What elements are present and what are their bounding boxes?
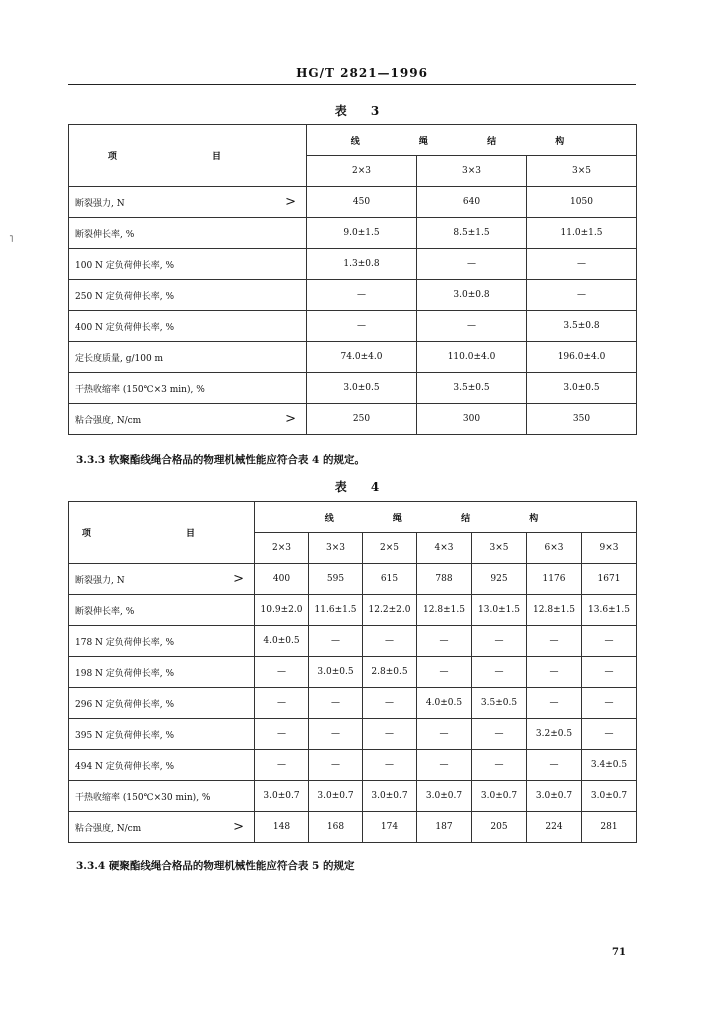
table-cell: 350 <box>527 404 637 435</box>
table-row <box>69 249 637 280</box>
standard-code-header: HG/T 2821—1996 <box>296 66 428 80</box>
table-cell: — <box>472 750 527 781</box>
table-cell: 9.0±1.5 <box>307 218 417 249</box>
table-cell: — <box>363 750 417 781</box>
table-cell: 925 <box>472 564 527 595</box>
row-label: 断裂强力, N > <box>69 187 307 218</box>
column-header: 2×3 <box>307 156 417 187</box>
table-cell: 1176 <box>527 564 582 595</box>
page-number: 71 <box>612 947 626 958</box>
table-cell: 250 <box>307 404 417 435</box>
table-cell: — <box>417 657 472 688</box>
row-label: 断裂伸长率, % <box>69 218 307 249</box>
table-cell: — <box>527 249 637 280</box>
table-cell: 400 <box>255 564 309 595</box>
table-cell: 615 <box>363 564 417 595</box>
table-row <box>69 781 637 812</box>
paragraph-3-3-3: 3.3.3 软聚酯线绳合格品的物理机械性能应符合表 4 的规定。 <box>76 454 366 466</box>
table-cell: 148 <box>255 812 309 843</box>
table-cell: — <box>582 719 637 750</box>
table-cell: 3.0±0.7 <box>527 781 582 812</box>
row-label: 395 N 定负荷伸长率, % <box>69 719 255 750</box>
table-cell: 224 <box>527 812 582 843</box>
table-cell: — <box>307 311 417 342</box>
table-cell: 1671 <box>582 564 637 595</box>
table-cell: — <box>417 750 472 781</box>
margin-mark: ˥ <box>9 235 14 245</box>
header-rule <box>68 84 636 85</box>
table-cell: 3.0±0.7 <box>582 781 637 812</box>
table-cell: 1.3±0.8 <box>307 249 417 280</box>
table-cell: — <box>255 750 309 781</box>
table-cell: — <box>417 626 472 657</box>
min-value-marker: > <box>285 411 296 427</box>
table-cell: — <box>417 249 527 280</box>
table3 <box>68 124 637 435</box>
table4-group-header: 线 绳 结 构 <box>255 502 637 533</box>
table-cell: — <box>582 626 637 657</box>
column-header: 9×3 <box>582 533 637 564</box>
table-cell: 205 <box>472 812 527 843</box>
table4-item-header: 项 目 <box>69 502 255 564</box>
row-label: 250 N 定负荷伸长率, % <box>69 280 307 311</box>
table-cell: — <box>472 657 527 688</box>
table-cell: — <box>527 280 637 311</box>
table-row <box>69 657 637 688</box>
table-cell: 595 <box>309 564 363 595</box>
column-header: 3×3 <box>417 156 527 187</box>
table-cell: — <box>472 626 527 657</box>
table-cell: 4.0±0.5 <box>255 626 309 657</box>
row-label: 100 N 定负荷伸长率, % <box>69 249 307 280</box>
table-cell: 13.6±1.5 <box>582 595 637 626</box>
table-cell: — <box>255 719 309 750</box>
row-label: 198 N 定负荷伸长率, % <box>69 657 255 688</box>
table-cell: 174 <box>363 812 417 843</box>
table-cell: 11.6±1.5 <box>309 595 363 626</box>
table-cell: — <box>307 280 417 311</box>
table-cell: 74.0±4.0 <box>307 342 417 373</box>
table3-caption: 表 3 <box>334 104 390 118</box>
table-cell: — <box>472 719 527 750</box>
row-label: 494 N 定负荷伸长率, % <box>69 750 255 781</box>
table-cell: 13.0±1.5 <box>472 595 527 626</box>
min-value-marker: > <box>233 819 244 835</box>
table-cell: 640 <box>417 187 527 218</box>
table-cell: — <box>527 688 582 719</box>
row-label: 干热收缩率 (150℃×30 min), % <box>69 781 255 812</box>
table-row <box>69 812 637 843</box>
table-cell: 4.0±0.5 <box>417 688 472 719</box>
table-cell: 3.5±0.8 <box>527 311 637 342</box>
table-cell: 8.5±1.5 <box>417 218 527 249</box>
table-cell: — <box>309 688 363 719</box>
table-cell: — <box>363 626 417 657</box>
row-label: 断裂伸长率, % <box>69 595 255 626</box>
table-cell: 12.8±1.5 <box>527 595 582 626</box>
column-header: 2×3 <box>255 533 309 564</box>
table-row <box>69 280 637 311</box>
row-label: 178 N 定负荷伸长率, % <box>69 626 255 657</box>
table-row <box>69 218 637 249</box>
table-row <box>69 311 637 342</box>
table-cell: 3.0±0.5 <box>307 373 417 404</box>
table-cell: 12.2±2.0 <box>363 595 417 626</box>
table-cell: — <box>309 750 363 781</box>
row-label: 400 N 定负荷伸长率, % <box>69 311 307 342</box>
table-cell: 11.0±1.5 <box>527 218 637 249</box>
row-label: 粘合强度, N/cm > <box>69 812 255 843</box>
paragraph-3-3-4: 3.3.4 硬聚酯线绳合格品的物理机械性能应符合表 5 的规定 <box>76 860 355 872</box>
table-cell: — <box>309 626 363 657</box>
table-cell: — <box>527 626 582 657</box>
table-cell: 3.0±0.7 <box>255 781 309 812</box>
column-header: 3×5 <box>472 533 527 564</box>
table-cell: 110.0±4.0 <box>417 342 527 373</box>
column-header: 3×5 <box>527 156 637 187</box>
table-cell: 196.0±4.0 <box>527 342 637 373</box>
table-cell: 3.5±0.5 <box>472 688 527 719</box>
table-cell: 3.5±0.5 <box>417 373 527 404</box>
row-label: 粘合强度, N/cm > <box>69 404 307 435</box>
table-cell: 3.0±0.8 <box>417 280 527 311</box>
table-cell: 3.0±0.7 <box>472 781 527 812</box>
column-header: 3×3 <box>309 533 363 564</box>
table-cell: 1050 <box>527 187 637 218</box>
table-row <box>69 688 637 719</box>
table-cell: 12.8±1.5 <box>417 595 472 626</box>
table-cell: — <box>582 688 637 719</box>
table-cell: 10.9±2.0 <box>255 595 309 626</box>
table-cell: 3.4±0.5 <box>582 750 637 781</box>
column-header: 2×5 <box>363 533 417 564</box>
table-row <box>69 595 637 626</box>
table-row <box>69 750 637 781</box>
table-cell: — <box>417 719 472 750</box>
table-cell: 281 <box>582 812 637 843</box>
row-label: 干热收缩率 (150℃×3 min), % <box>69 373 307 404</box>
table-cell: — <box>527 657 582 688</box>
table-cell: 187 <box>417 812 472 843</box>
table-row <box>69 373 637 404</box>
table-cell: 450 <box>307 187 417 218</box>
table4 <box>68 501 637 843</box>
column-header: 6×3 <box>527 533 582 564</box>
row-label: 断裂强力, N > <box>69 564 255 595</box>
table3-group-header: 线 绳 结 构 <box>307 125 637 156</box>
table-cell: 168 <box>309 812 363 843</box>
table-cell: — <box>582 657 637 688</box>
table-cell: — <box>363 719 417 750</box>
table-cell: — <box>255 688 309 719</box>
table-row <box>69 187 637 218</box>
table-cell: 788 <box>417 564 472 595</box>
table-cell: 3.0±0.5 <box>527 373 637 404</box>
table-cell: — <box>417 311 527 342</box>
table-cell: — <box>527 750 582 781</box>
table-row <box>69 404 637 435</box>
table-row <box>69 719 637 750</box>
table-cell: — <box>255 657 309 688</box>
table-cell: 2.8±0.5 <box>363 657 417 688</box>
row-label: 296 N 定负荷伸长率, % <box>69 688 255 719</box>
min-value-marker: > <box>285 194 296 210</box>
table-cell: — <box>363 688 417 719</box>
table-cell: — <box>309 719 363 750</box>
table-row <box>69 342 637 373</box>
table-cell: 3.0±0.5 <box>309 657 363 688</box>
row-label: 定长度质量, g/100 m <box>69 342 307 373</box>
min-value-marker: > <box>233 571 244 587</box>
table-cell: 3.2±0.5 <box>527 719 582 750</box>
table-row <box>69 564 637 595</box>
table-row <box>69 626 637 657</box>
table-cell: 3.0±0.7 <box>417 781 472 812</box>
column-header: 4×3 <box>417 533 472 564</box>
table-cell: 300 <box>417 404 527 435</box>
table3-item-header: 项 目 <box>69 125 307 187</box>
table-cell: 3.0±0.7 <box>363 781 417 812</box>
table-cell: 3.0±0.7 <box>309 781 363 812</box>
table4-caption: 表 4 <box>334 480 390 494</box>
